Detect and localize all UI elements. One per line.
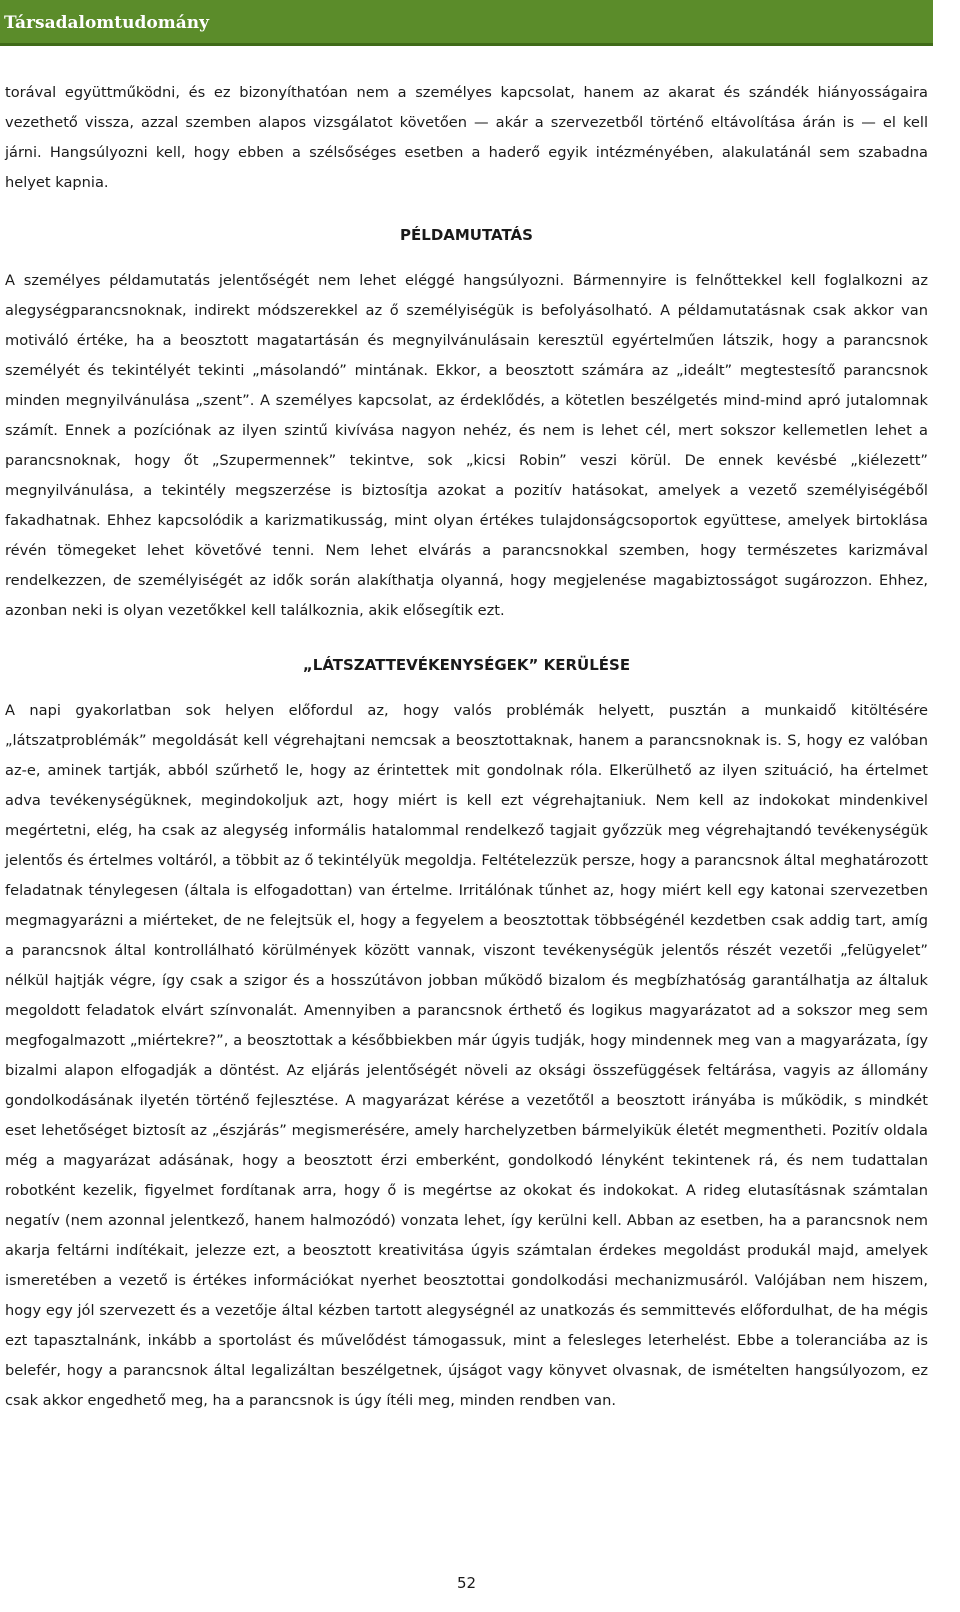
section-heading-latszattevekenysegek: „LÁTSZATTEVÉKENYSÉGEK” KERÜLÉSE [302,656,631,674]
header-title: Társadalomtudomány [4,13,209,33]
section-paragraph-peldamutatas: A személyes példamutatás jelentőségét nem lehet eléggé hangsúlyozni. Bármennyire is felnőttekkel kell foglalkozni az alegységparancsnoknak, indirekt módszerekkel az ő személyiségük is befolyásolható. A példamutatásnak csak akkor van motiváló értéke, ha a beosztott magatartásán és megnyilvánulásain keresztül egyértelműen látszik, hogy a parancsnok személyét és tekintélyét tekinti „másolandó” mintának. Ekkor, a beosztott számára az „ideált” megtestesítő parancsnok minden megnyilvánulása „szent”. A személyes kapcsolat, az érdeklődés, a kötetlen beszélgetés mind-mind apró jutalomnak számít. Ennek a pozíciónak az ilyen szintű kivívása nagyon nehéz, és nem is lehet cél, mert sokszor kellemetlen lehet a parancsnoknak, hogy őt „Szupermennek” tekintve, sok „kicsi Robin” veszi körül. De ennek kevésbé „kiélezett” megnyilvánulása, a tekintély megszerzése is biztosítja azokat a pozitív hatásokat, amelyek a vezető személyiségéből fakadhatnak. Ehhez kapcsolódik a karizmatikusság, mint olyan értékes tulajdonságcsoportok együttese, amelyek birtoklása révén tömegeket lehet követővé tenni. Nem lehet elvárás a parancsnokkal szemben, hogy természetes karizmával rendelkezzen, de személyiségét az idők során alakíthatja olyanná, hogy megjelenése magabiztosságot sugározzon. Ehhez, azonban neki is olyan vezetőkkel kell találkoznia, akik elősegítik ezt. [5,272,928,619]
section-paragraph-latszattevekenysegek: A napi gyakorlatban sok helyen előfordul az, hogy valós problémák helyett, pusztán a munkaidő kitöltésére „látszatproblémák” megoldását kell végrehajtani nemcsak a beosztottaknak, hanem a parancsnoknak is. S, hogy ez valóban az-e, aminek tartják, abból szűrhető le, hogy az érintettek mit gondolnak róla. Elkerülhető az ilyen szituáció, ha értelmet adva tevékenységüknek, megindokoljuk azt, hogy miért is kell ezt végrehajtaniuk. Nem kell az indokokat mindenkivel megértetni, elég, ha csak az alegység informális hatalommal rendelkező tagjait győzzük meg végrehajtandó tevékenységük jelentős és értelmes voltáról, a többit az ő tekintélyük megoldja. Feltételezzük persze, hogy a parancsnok által meghatározott feladatnak ténylegesen (általa is elfogadottan) van értelme. Irritálónak tűnhet az, hogy miért kell egy katonai szervezetben megmagyarázni a miérteket, de ne felejtsük el, hogy a fegyelem a beosztottak többségénél kezdetben csak addig tart, amíg a parancsnok által kontrollálható körülmények között vannak, viszont tevékenységük jelentős részét vezetői „felügyelet” nélkül hajtják végre, így csak a szigor és a hosszútávon jobban működő bizalom és megbízhatóság garantálhatja az általuk megoldott feladatok elvárt színvonalát. Amennyiben a parancsnok érthető és logikus magyarázatot ad a sokszor meg sem megfogalmazott „miértekre?”, a beosztottak a későbbiekben már úgyis tudják, hogy mindennek meg van a magyarázata, így bizalmi alapon elfogadják a döntést. Az eljárás jelentőségét növeli az oksági összefüggések feltárása, vagyis az állomány gondolkodásának ilyetén történő fejlesztése. A magyarázat kérése a vezetőtől a beosztott irányába is működik, s mindkét eset lehetőséget biztosít az „észjárás” megismerésére, amely harchelyzetben bármelyikük életét megmentheti. Pozitív oldala még a magyarázat adásának, hogy a beosztott érzi emberként, gondolkodó lényként tekintenek rá, és nem tudattalan robotként kezelik, figyelmet fordítanak arra, hogy ő is megértse az okokat és indokokat. A rideg elutasításnak számtalan negatív (nem azonnal jelentkező, hanem halmozódó) vonzata lehet, így kerülni kell. Abban az esetben, ha a parancsnok nem akarja feltárni indítékait, jelezze ezt, a beosztott kreativitása úgyis számtalan érdekes megoldást produkál majd, amelyek ismeretében a vezető is értékes információkat nyerhet beosztottai gondolkodási mechanizmusáról. Valójában nem hiszem, hogy egy jól szervezett és a vezetője által kézben tartott alegységnél az unatkozás és semmittevés előfordulhat, de ha mégis ezt tapasztalnánk, inkább a sportolást és művelődést támogassuk, mint a felesleges leterhelést. Ebbe a toleranciába az is belefér, hogy a parancsnok által legalizáltan beszélgetnek, újságot vagy könyvet olvasnak, de ismételten hangsúlyozom, ez csak akkor engedhető meg, ha a parancsnok is úgy ítéli meg, minden rendben van. [5,702,928,1409]
page-number: 52 [456,1574,477,1592]
intro-paragraph: torával együttműködni, és ez bizonyíthatóan nem a személyes kapcsolat, hanem az akarat és szándék hiányosságaira vezethető vissza, azzal szemben alapos vizsgálatot követően — akár a szervezetből történő eltávolítása árán is — el kell járni. Hangsúlyozni kell, hogy ebben a szélsőséges esetben a haderő egyik intézményében, alakulatánál sem szabadna helyet kapnia. [5,84,928,191]
section-heading-peldamutatas: PÉLDAMUTATÁS [400,226,533,244]
header-bar [0,0,933,46]
document-body [5,78,928,1416]
